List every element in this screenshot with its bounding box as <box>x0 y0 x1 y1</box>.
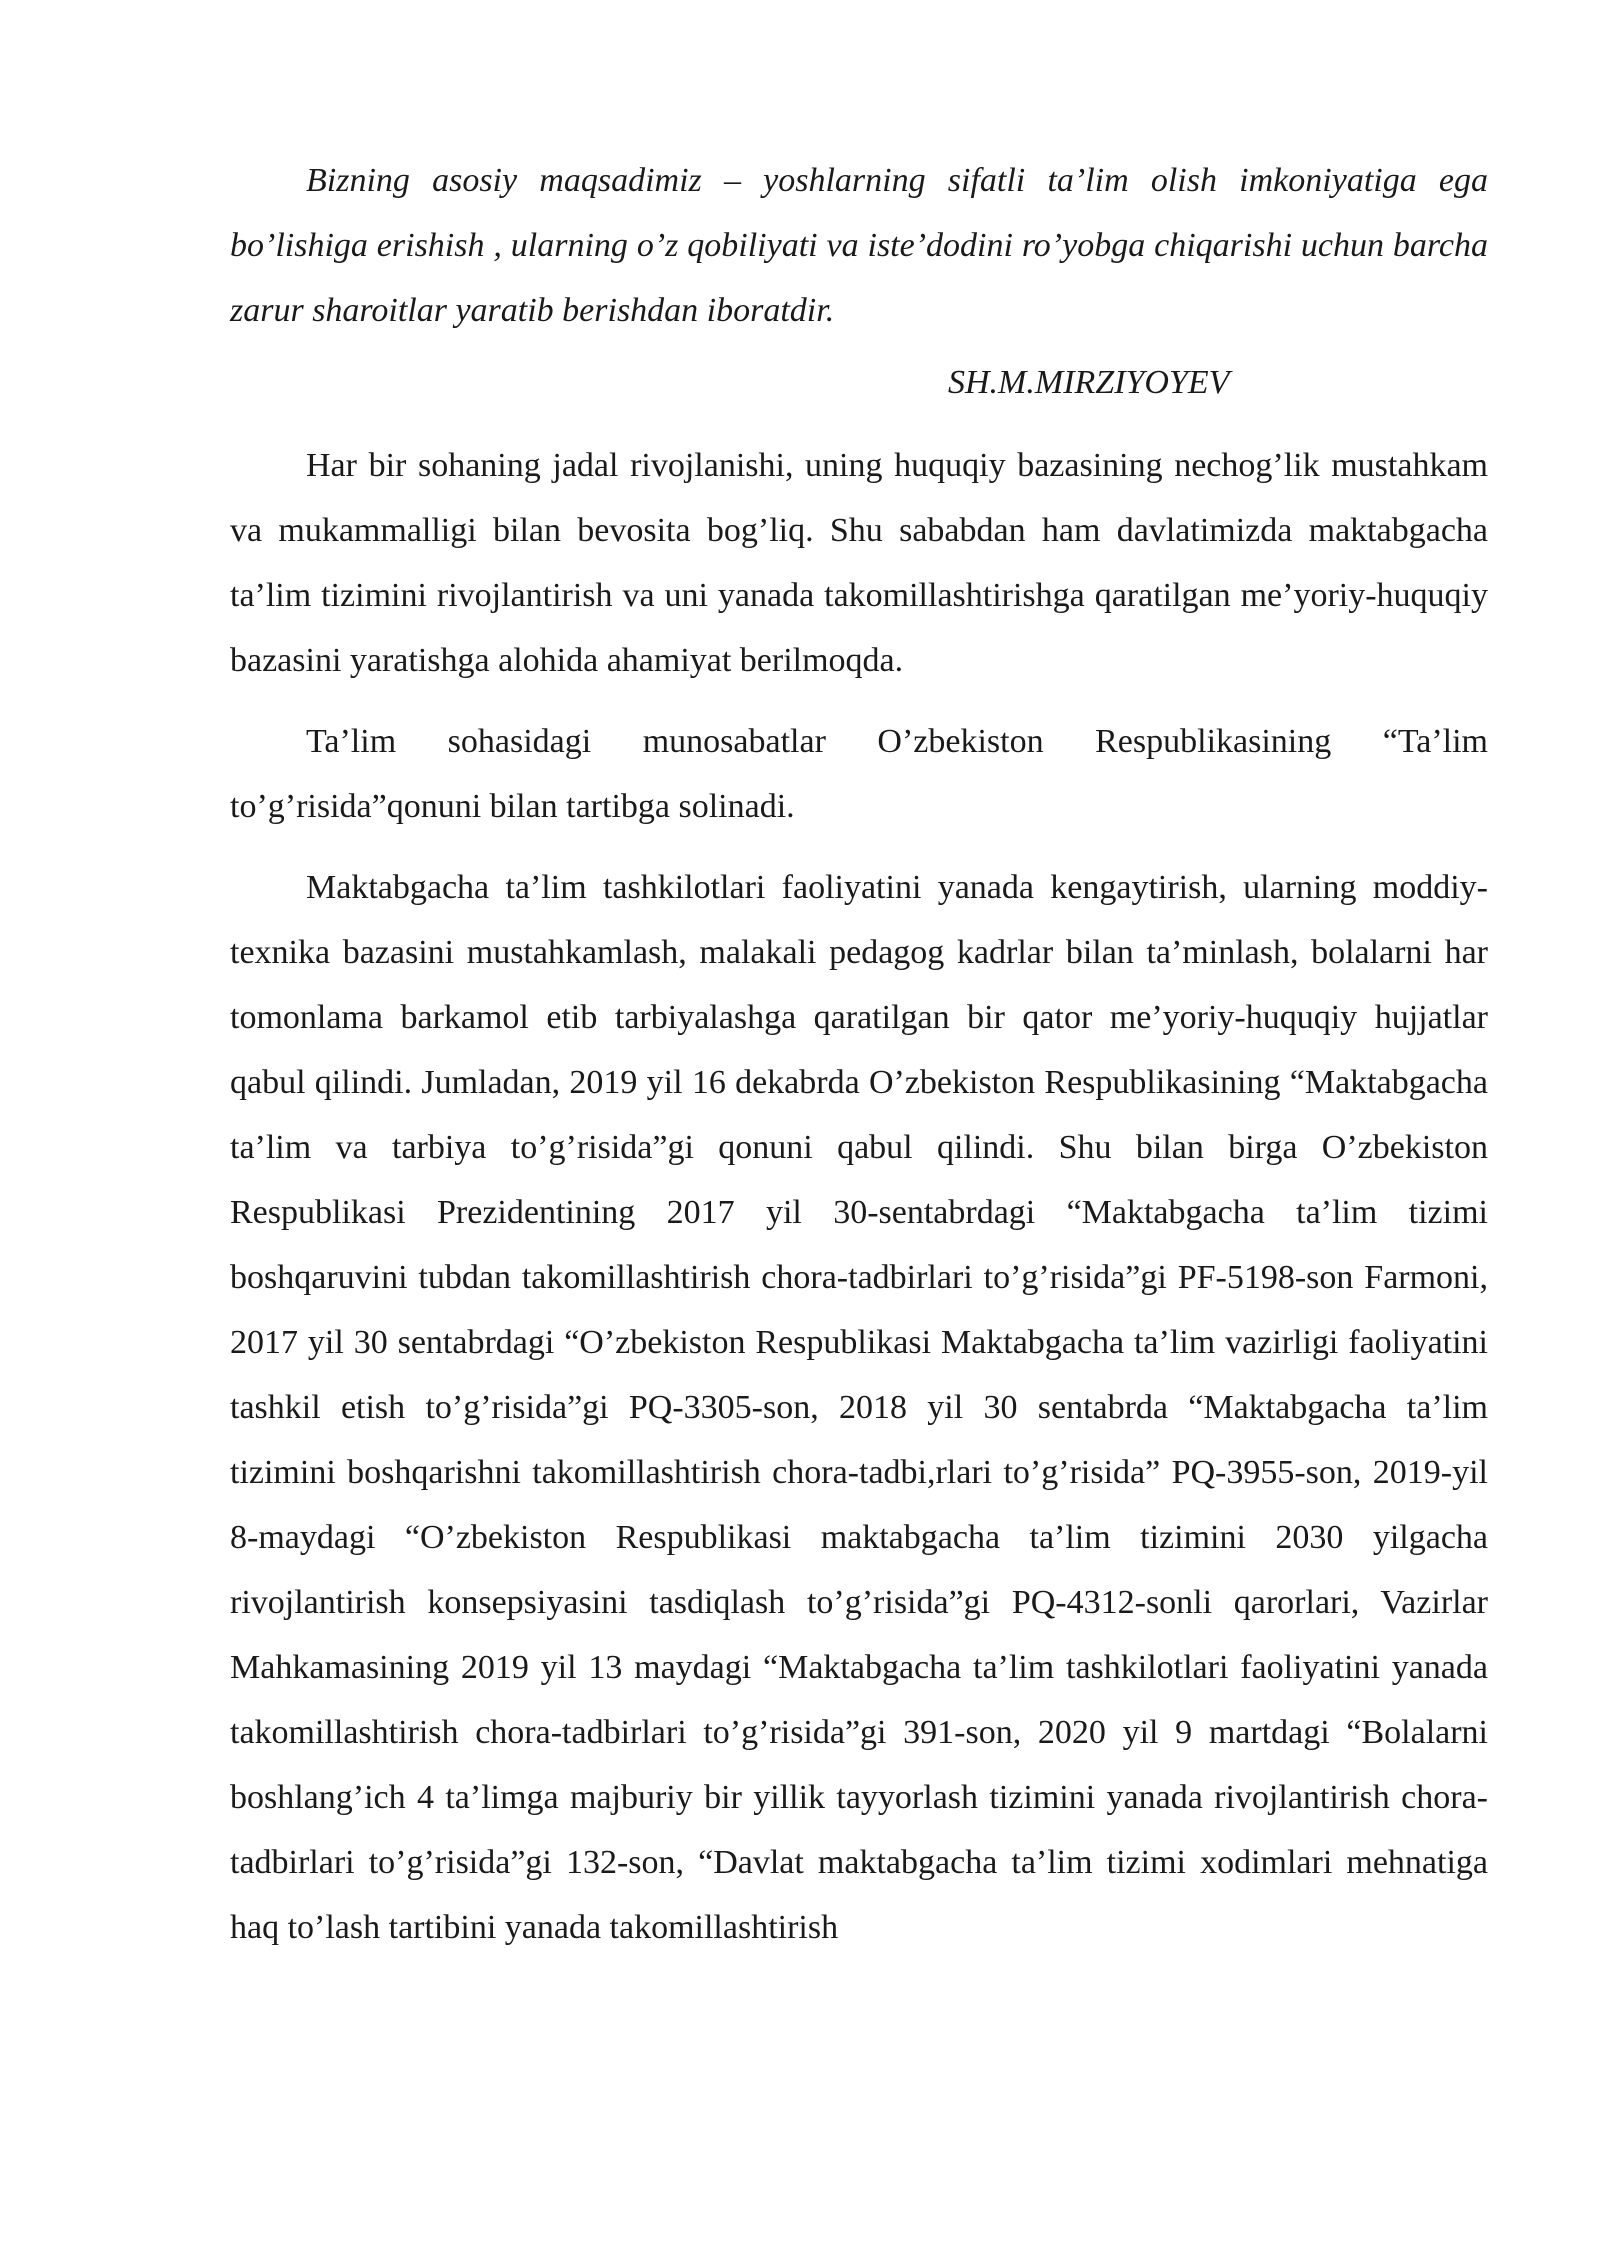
body-paragraph-2: Ta’lim sohasidagi munosabatlar O’zbekiston Respublikasining “Ta’lim to’g’risida”qonuni bilan tartibga solinadi. <box>230 723 1488 825</box>
epigraph-author: SH.M.MIRZIYOYEV <box>948 364 1230 401</box>
document-page <box>230 148 1488 1960</box>
body-paragraph-1: Har bir sohaning jadal rivojlanishi, uning huquqiy bazasining nechog’lik mustahkam va mukammalligi bilan bevosita bog’liq. Shu sababdan ham davlatimizda maktabgacha ta’lim tizimini rivojlantirish va uni yanada takomillashtirishga qaratilgan me’yoriy-huquqiy bazasini yaratishga alohida ahamiyat berilmoqda. <box>230 447 1488 679</box>
body-paragraph-3: Maktabgacha ta’lim tashkilotlari faoliyatini yanada kengaytirish, ularning moddiy-texnika bazasini mustahkamlash, malakali pedagog kadrlar bilan ta’minlash, bolalarni har tomonlama barkamol etib tarbiyalashga qaratilgan bir qator me’yoriy-huquqiy hujjatlar qabul qilindi. Jumladan, 2019 yil 16 dekabrda O’zbekiston Respublikasining “Maktabgacha ta’lim va tarbiya to’g’risida”gi qonuni qabul qilindi. Shu bilan birga O’zbekiston Respublikasi Prezidentining 2017 yil 30-sentabrdagi “Maktabgacha ta’lim tizimi boshqaruvini tubdan takomillashtirish chora-tadbirlari to’g’risida”gi PF-5198-son Farmoni, 2017 yil 30 sentabrdagi “O’zbekiston Respublikasi Maktabgacha ta’lim vazirligi faoliyatini tashkil etish to’g’risida”gi PQ-3305-son, 2018 yil 30 sentabrda “Maktabgacha ta’lim tizimini boshqarishni takomillashtirish chora-tadbi,rlari to’g’risida” PQ-3955-son, 2019-yil 8-maydagi “O’zbekiston Respublikasi maktabgacha ta’lim tizimini 2030 yilgacha rivojlantirish konsepsiyasini tasdiqlash to’g’risida”gi PQ-4312-sonli qarorlari, Vazirlar Mahkamasining 2019 yil 13 maydagi “Maktabgacha ta’lim tashkilotlari faoliyatini yanada takomillashtirish chora-tadbirlari to’g’risida”gi 391-son, 2020 yil 9 martdagi “Bolalarni boshlang’ich 4 ta’limga majburiy bir yillik tayyorlash tizimini yanada rivojlantirish chora-tadbirlari to’g’risida”gi 132-son, “Davlat maktabgacha ta’lim tizimi xodimlari mehnatiga haq to’lash tartibini yanada takomillashtirish <box>230 869 1488 1946</box>
epigraph-quote: Bizning asosiy maqsadimiz – yoshlarning sifatli ta’lim olish imkoniyatiga ega bo’lishiga erishish , ularning o’z qobiliyati va iste’dodini ro’yobga chiqarishi uchun barcha zarur sharoitlar yaratib berishdan iboratdir. <box>230 162 1488 329</box>
